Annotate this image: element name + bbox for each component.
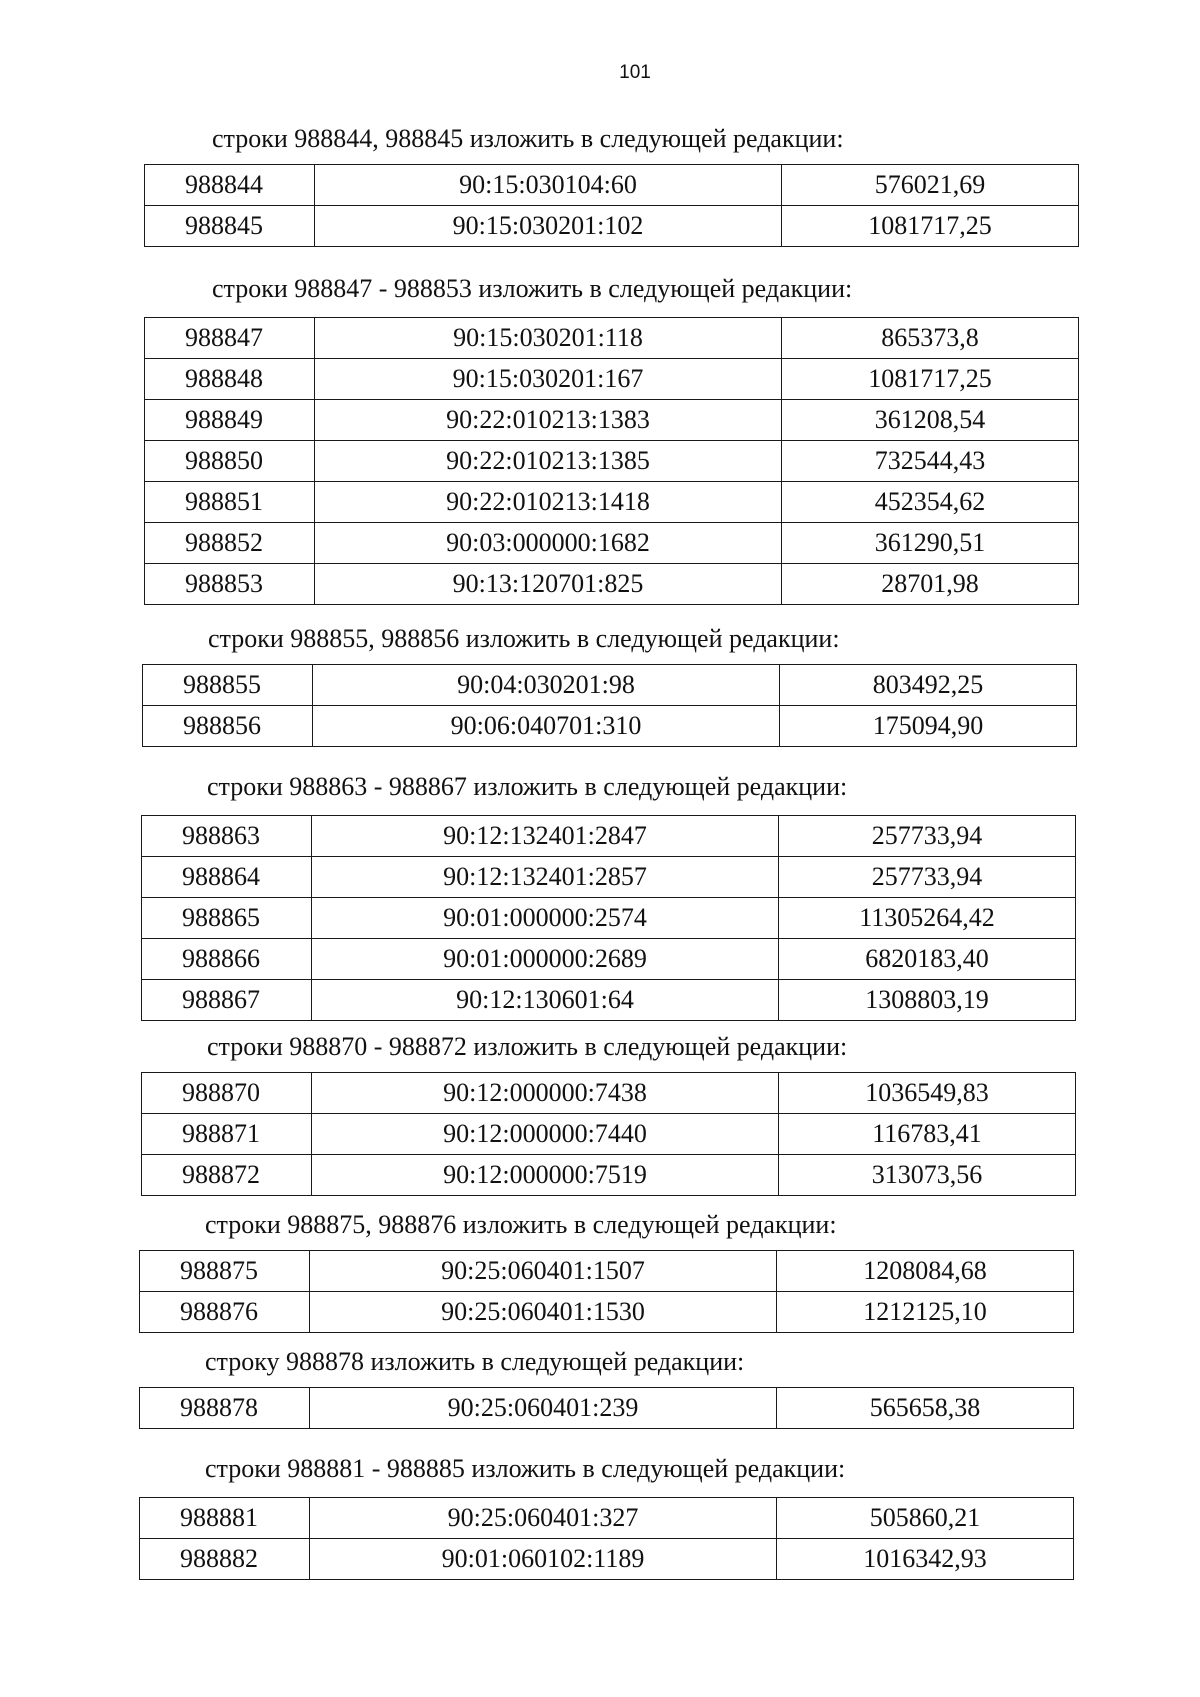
table-row: [145, 359, 1079, 400]
value-cell: 116783,41: [779, 1114, 1076, 1155]
cadastral-number-cell: 90:25:060401:1530: [310, 1292, 777, 1333]
row-number-cell: 988865: [142, 898, 312, 939]
cadastral-number-cell: 90:25:060401:239: [310, 1388, 777, 1429]
section-caption: строку 988878 изложить в следующей редакции:: [205, 1347, 745, 1376]
value-cell: 1081717,25: [782, 206, 1079, 247]
row-number-cell: 988864: [142, 857, 312, 898]
cadastral-number-cell: 90:15:030201:118: [315, 318, 782, 359]
value-cell: 803492,25: [780, 665, 1077, 706]
cadastral-number-cell: 90:12:000000:7519: [312, 1155, 779, 1196]
row-number-cell: 988853: [145, 564, 315, 605]
row-number-cell: 988847: [145, 318, 315, 359]
cadastral-number-cell: 90:06:040701:310: [313, 706, 780, 747]
table-row: [143, 665, 1077, 706]
data-table: [144, 164, 1079, 247]
table-row: [145, 206, 1079, 247]
cadastral-number-cell: 90:22:010213:1418: [315, 482, 782, 523]
cadastral-number-cell: 90:12:132401:2847: [312, 816, 779, 857]
section-caption: строки 988870 - 988872 изложить в следующей редакции:: [207, 1032, 848, 1061]
row-number-cell: 988863: [142, 816, 312, 857]
cadastral-number-cell: 90:15:030201:167: [315, 359, 782, 400]
row-number-cell: 988882: [140, 1539, 310, 1580]
cadastral-number-cell: 90:12:000000:7440: [312, 1114, 779, 1155]
value-cell: 361290,51: [782, 523, 1079, 564]
table-row: [145, 482, 1079, 523]
section-caption: строки 988881 - 988885 изложить в следующей редакции:: [205, 1454, 846, 1483]
amendment-section: [141, 770, 1076, 1021]
value-cell: 1208084,68: [777, 1251, 1074, 1292]
value-cell: 361208,54: [782, 400, 1079, 441]
section-caption: строки 988847 - 988853 изложить в следующей редакции:: [212, 274, 853, 303]
cadastral-number-cell: 90:25:060401:1507: [310, 1251, 777, 1292]
row-number-cell: 988855: [143, 665, 313, 706]
amendment-section: [142, 622, 1077, 747]
row-number-cell: 988856: [143, 706, 313, 747]
row-number-cell: 988872: [142, 1155, 312, 1196]
section-caption: строки 988855, 988856 изложить в следующей редакции:: [208, 624, 840, 653]
row-number-cell: 988852: [145, 523, 315, 564]
table-row: [145, 400, 1079, 441]
data-table: [139, 1497, 1074, 1580]
value-cell: 565658,38: [777, 1388, 1074, 1429]
table-row: [142, 898, 1076, 939]
table-row: [142, 939, 1076, 980]
value-cell: 452354,62: [782, 482, 1079, 523]
table-row: [145, 441, 1079, 482]
cadastral-number-cell: 90:15:030201:102: [315, 206, 782, 247]
table-row: [140, 1251, 1074, 1292]
value-cell: 175094,90: [780, 706, 1077, 747]
cadastral-number-cell: 90:15:030104:60: [315, 165, 782, 206]
value-cell: 576021,69: [782, 165, 1079, 206]
row-number-cell: 988845: [145, 206, 315, 247]
cadastral-number-cell: 90:01:060102:1189: [310, 1539, 777, 1580]
cadastral-number-cell: 90:22:010213:1385: [315, 441, 782, 482]
value-cell: 505860,21: [777, 1498, 1074, 1539]
data-table: [144, 317, 1079, 605]
table-row: [140, 1388, 1074, 1429]
amendment-section: [139, 1208, 1074, 1333]
table-row: [145, 165, 1079, 206]
amendment-section: [144, 122, 1079, 247]
value-cell: 28701,98: [782, 564, 1079, 605]
value-cell: 1036549,83: [779, 1073, 1076, 1114]
table-row: [140, 1539, 1074, 1580]
cadastral-number-cell: 90:01:000000:2689: [312, 939, 779, 980]
section-caption: строки 988875, 988876 изложить в следующей редакции:: [205, 1210, 837, 1239]
row-number-cell: 988848: [145, 359, 315, 400]
cadastral-number-cell: 90:01:000000:2574: [312, 898, 779, 939]
amendment-section: [141, 1030, 1076, 1196]
cadastral-number-cell: 90:12:132401:2857: [312, 857, 779, 898]
row-number-cell: 988875: [140, 1251, 310, 1292]
value-cell: 1308803,19: [779, 980, 1076, 1021]
cadastral-number-cell: 90:12:130601:64: [312, 980, 779, 1021]
cadastral-number-cell: 90:03:000000:1682: [315, 523, 782, 564]
section-caption: строки 988863 - 988867 изложить в следующей редакции:: [207, 772, 848, 801]
row-number-cell: 988844: [145, 165, 315, 206]
table-row: [145, 318, 1079, 359]
value-cell: 6820183,40: [779, 939, 1076, 980]
row-number-cell: 988851: [145, 482, 315, 523]
table-row: [142, 980, 1076, 1021]
cadastral-number-cell: 90:22:010213:1383: [315, 400, 782, 441]
row-number-cell: 988881: [140, 1498, 310, 1539]
cadastral-number-cell: 90:25:060401:327: [310, 1498, 777, 1539]
value-cell: 257733,94: [779, 816, 1076, 857]
row-number-cell: 988867: [142, 980, 312, 1021]
cadastral-number-cell: 90:04:030201:98: [313, 665, 780, 706]
table-row: [140, 1292, 1074, 1333]
table-row: [140, 1498, 1074, 1539]
table-row: [143, 706, 1077, 747]
row-number-cell: 988871: [142, 1114, 312, 1155]
amendment-section: [139, 1345, 1074, 1429]
data-table: [141, 815, 1076, 1021]
table-row: [142, 857, 1076, 898]
row-number-cell: 988870: [142, 1073, 312, 1114]
section-caption: строки 988844, 988845 изложить в следующей редакции:: [212, 124, 844, 153]
table-row: [142, 1114, 1076, 1155]
value-cell: 257733,94: [779, 857, 1076, 898]
row-number-cell: 988878: [140, 1388, 310, 1429]
row-number-cell: 988849: [145, 400, 315, 441]
table-row: [142, 1155, 1076, 1196]
cadastral-number-cell: 90:12:000000:7438: [312, 1073, 779, 1114]
table-row: [142, 816, 1076, 857]
row-number-cell: 988866: [142, 939, 312, 980]
cadastral-number-cell: 90:13:120701:825: [315, 564, 782, 605]
value-cell: 1212125,10: [777, 1292, 1074, 1333]
value-cell: 1016342,93: [777, 1539, 1074, 1580]
amendment-section: [139, 1452, 1074, 1580]
data-table: [142, 664, 1077, 747]
row-number-cell: 988850: [145, 441, 315, 482]
table-row: [145, 523, 1079, 564]
row-number-cell: 988876: [140, 1292, 310, 1333]
value-cell: 1081717,25: [782, 359, 1079, 400]
data-table: [141, 1072, 1076, 1196]
table-row: [142, 1073, 1076, 1114]
amendment-section: [144, 272, 1079, 605]
table-row: [145, 564, 1079, 605]
value-cell: 732544,43: [782, 441, 1079, 482]
page-number: 101: [619, 62, 651, 83]
value-cell: 313073,56: [779, 1155, 1076, 1196]
data-table: [139, 1250, 1074, 1333]
value-cell: 865373,8: [782, 318, 1079, 359]
value-cell: 11305264,42: [779, 898, 1076, 939]
data-table: [139, 1387, 1074, 1429]
